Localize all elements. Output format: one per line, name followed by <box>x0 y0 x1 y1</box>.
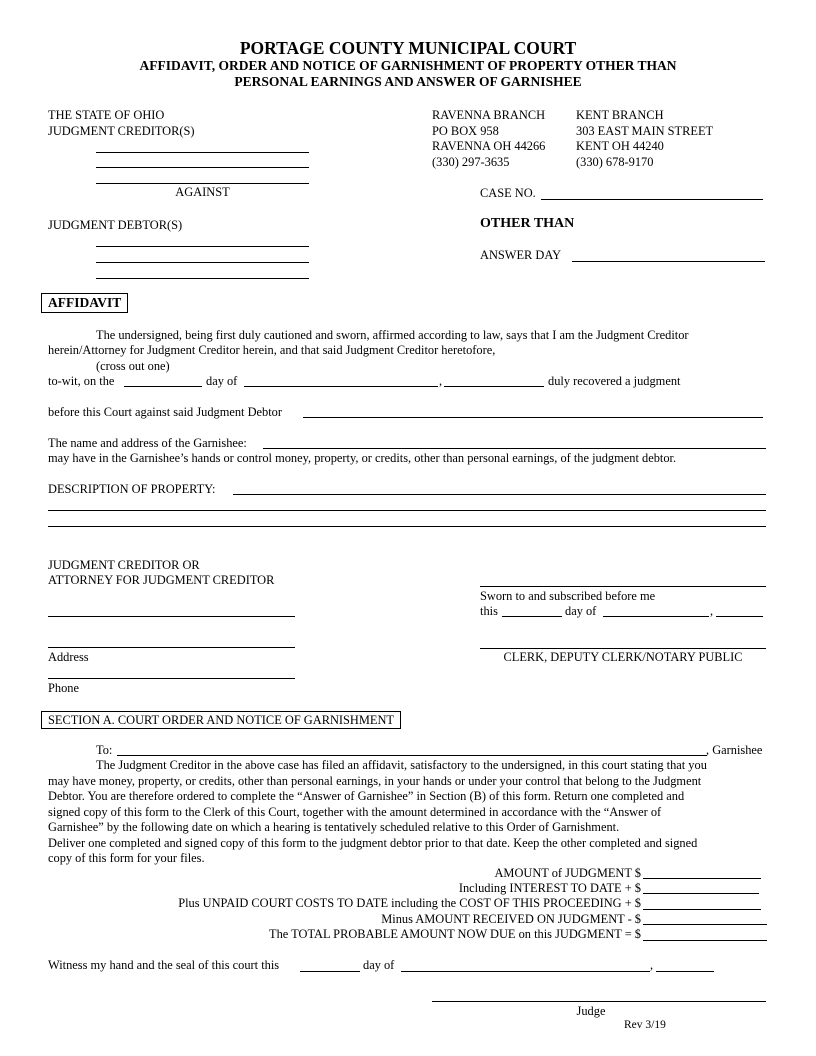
kent-city: KENT OH 44240 <box>576 139 664 153</box>
day-of-label: day of <box>363 958 395 972</box>
order-text-line: Garnishee” by the following date on which a hearing is tentatively scheduled relative to this Order of Garnishment. <box>48 820 620 834</box>
amount-received-line[interactable] <box>643 924 767 925</box>
garnishee-name-line[interactable] <box>263 448 766 449</box>
total-due-label: The TOTAL PROBABLE AMOUNT NOW DUE on this JUDGMENT = $ <box>269 927 641 941</box>
cross-out-note: (cross out one) <box>96 359 170 373</box>
sworn-label: Sworn to and subscribed before me <box>480 589 656 603</box>
judgment-day-line[interactable] <box>124 386 202 387</box>
property-description-line[interactable] <box>233 494 766 495</box>
answer-day-label: ANSWER DAY <box>480 248 562 262</box>
order-text-line: The Judgment Creditor in the above case has filed an affidavit, satisfactory to the undersigned, in this court stating that you <box>96 758 707 772</box>
affidavit-text-line1: The undersigned, being first duly cautioned and sworn, affirmed according to law, says that I am the Judgment Creditor <box>96 328 689 342</box>
order-text-line: copy of this form for your files. <box>48 851 205 865</box>
sworn-year-line[interactable] <box>716 616 763 617</box>
comma: , <box>710 604 714 618</box>
creditor-signature-line[interactable] <box>48 616 295 617</box>
to-wit-label: to-wit, on the <box>48 374 115 388</box>
judgment-creditor-label: JUDGMENT CREDITOR(S) <box>48 124 195 138</box>
creditor-or-label: JUDGMENT CREDITOR OR <box>48 558 200 572</box>
property-description-line[interactable] <box>48 526 766 527</box>
clerk-notary-label: CLERK, DEPUTY CLERK/NOTARY PUBLIC <box>503 650 743 664</box>
ravenna-branch-name: RAVENNA BRANCH <box>432 108 546 122</box>
answer-day-line[interactable] <box>572 261 765 262</box>
ravenna-branch-address <box>432 108 545 170</box>
address-label: Address <box>48 650 89 664</box>
phone-line[interactable] <box>48 678 295 679</box>
clerk-signature-line[interactable] <box>480 648 766 649</box>
against-label: AGAINST <box>175 185 230 199</box>
judgment-month-line[interactable] <box>244 386 438 387</box>
order-text-line: Debtor. You are therefore ordered to complete the “Answer of Garnishee” in Section (B) of this form. Return one completed and <box>48 789 685 803</box>
other-than-label: OTHER THAN <box>480 216 575 231</box>
court-costs-line[interactable] <box>643 909 761 910</box>
case-no-line[interactable] <box>541 199 763 200</box>
property-description-line[interactable] <box>48 510 766 511</box>
case-no-label: CASE NO. <box>480 186 536 200</box>
recovered-judgment-label: duly recovered a judgment <box>548 374 681 388</box>
amount-received-label: Minus AMOUNT RECEIVED ON JUDGMENT - $ <box>381 912 641 926</box>
day-of-label: day of <box>206 374 238 388</box>
may-have-text: may have in the Garnishee’s hands or control money, property, or credits, other than personal earnings, of the judgment debtor. <box>48 451 677 465</box>
sworn-month-line[interactable] <box>603 616 709 617</box>
amount-of-judgment-line[interactable] <box>643 878 761 879</box>
ravenna-po-box: PO BOX 958 <box>432 123 499 138</box>
debtor-name-line[interactable] <box>96 278 309 279</box>
comma: , <box>439 374 443 388</box>
witness-label: Witness my hand and the seal of this court this <box>48 958 280 972</box>
interest-label: Including INTEREST TO DATE + $ <box>458 881 641 895</box>
form-subtitle-line1: AFFIDAVIT, ORDER AND NOTICE OF GARNISHMENT OF PROPERTY OTHER THAN <box>139 58 677 73</box>
creditor-name-line[interactable] <box>96 183 309 184</box>
notary-signature-line[interactable] <box>480 586 766 587</box>
kent-phone: (330) 678-9170 <box>576 154 654 169</box>
judge-signature-line[interactable] <box>432 1001 766 1002</box>
order-text-line: Deliver one completed and signed copy of this form to the judgment debtor prior to that date. Keep the other completed and signed <box>48 835 698 850</box>
creditor-name-line[interactable] <box>96 152 309 153</box>
amount-of-judgment-label: AMOUNT of JUDGMENT $ <box>494 866 641 880</box>
kent-branch-name: KENT BRANCH <box>576 108 664 122</box>
order-text-line: may have money, property, or credits, other than personal earnings, in your hands or under your control that belong to the Judgment <box>48 773 702 788</box>
affidavit-text-line2: herein/Attorney for Judgment Creditor herein, and that said Judgment Creditor heretofore, <box>48 343 496 357</box>
form-subtitle-line2: PERSONAL EARNINGS AND ANSWER OF GARNISHEE <box>234 74 582 89</box>
judgment-debtor-label: JUDGMENT DEBTOR(S) <box>48 218 183 232</box>
affidavit-heading: AFFIDAVIT <box>41 293 128 313</box>
sworn-day-line[interactable] <box>502 616 562 617</box>
day-of-label: day of <box>565 604 597 618</box>
debtor-name-line[interactable] <box>96 262 309 263</box>
section-a-heading: SECTION A. COURT ORDER AND NOTICE OF GARNISHMENT <box>41 711 401 729</box>
witness-day-line[interactable] <box>300 971 360 972</box>
state-of-ohio: THE STATE OF OHIO <box>48 108 165 122</box>
judgment-year-line[interactable] <box>444 386 544 387</box>
judge-label: Judge <box>576 1004 606 1018</box>
page-title: PORTAGE COUNTY MUNICIPAL COURT <box>239 38 577 58</box>
court-costs-label: Plus UNPAID COURT COSTS TO DATE including the COST OF THIS PROCEEDING + $ <box>178 896 641 910</box>
ravenna-city: RAVENNA OH 44266 <box>432 139 546 153</box>
attorney-label: ATTORNEY FOR JUDGMENT CREDITOR <box>48 573 275 587</box>
revision-label: Rev 3/19 <box>624 1019 666 1031</box>
creditor-name-line[interactable] <box>96 167 309 168</box>
witness-year-line[interactable] <box>656 971 714 972</box>
kent-branch-address <box>576 108 713 170</box>
debtor-name-line[interactable] <box>96 246 309 247</box>
garnishee-suffix: , Garnishee <box>706 743 763 757</box>
comma: , <box>650 958 654 972</box>
total-due-line[interactable] <box>643 940 767 941</box>
to-label: To: <box>96 743 113 757</box>
this-label: this <box>480 604 498 618</box>
ravenna-phone: (330) 297-3635 <box>432 154 510 169</box>
witness-month-line[interactable] <box>401 971 650 972</box>
garnishee-to-line[interactable] <box>117 755 707 756</box>
garnishee-label: The name and address of the Garnishee: <box>48 436 247 450</box>
interest-line[interactable] <box>643 893 759 894</box>
kent-street: 303 EAST MAIN STREET <box>576 123 714 138</box>
before-court-label: before this Court against said Judgment Debtor <box>48 405 283 419</box>
judgment-debtor-line[interactable] <box>303 417 763 418</box>
address-line[interactable] <box>48 647 295 648</box>
order-text-line: signed copy of this form to the Clerk of this Court, together with the amount determined in accordance with the “Answer of <box>48 804 662 819</box>
description-of-property-label: DESCRIPTION OF PROPERTY: <box>48 482 216 496</box>
phone-label: Phone <box>48 681 79 695</box>
